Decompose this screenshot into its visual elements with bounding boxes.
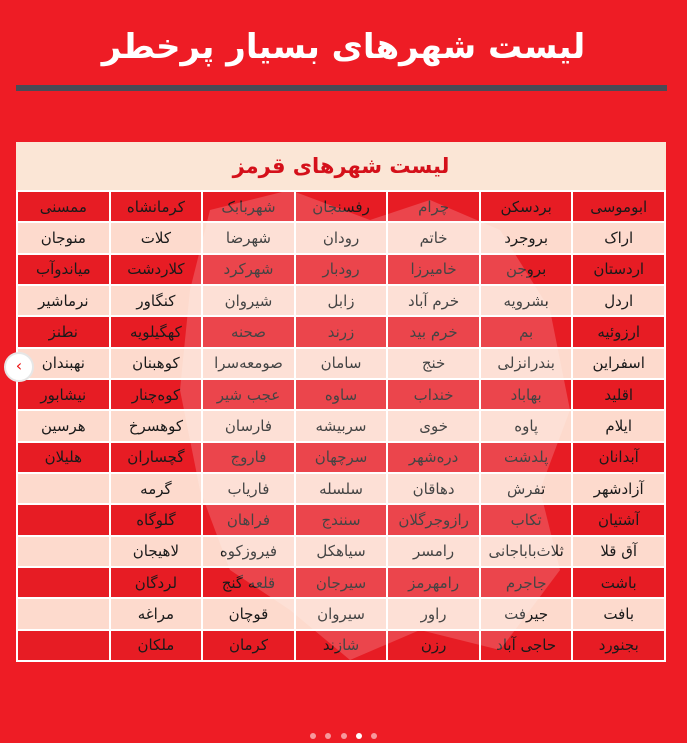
city-cell: جیرفت (480, 598, 573, 629)
table-row (17, 504, 665, 535)
city-cell: رزن (387, 630, 480, 661)
city-cell: آق قلا (572, 536, 665, 567)
table-row (17, 379, 665, 410)
city-cell: خامیرزا (387, 254, 480, 285)
city-cell: تفرش (480, 473, 573, 504)
city-cell: خنداب (387, 379, 480, 410)
city-cell: سربیشه (295, 410, 388, 441)
city-cell: صومعه‌سرا (202, 348, 295, 379)
city-cell: پاوه (480, 410, 573, 441)
city-cell: فراهان (202, 504, 295, 535)
table-row (17, 348, 665, 379)
table-row (17, 191, 665, 222)
city-cell: نطنز (17, 316, 110, 347)
city-cell: کوهبنان (110, 348, 203, 379)
city-cell: بجنورد (572, 630, 665, 661)
city-cell: سلسله (295, 473, 388, 504)
city-cell: سرچهان (295, 442, 388, 473)
carousel-pagination (0, 724, 687, 734)
city-cell: شهرکرد (202, 254, 295, 285)
table-row (17, 222, 665, 253)
page-dot-active[interactable] (356, 733, 362, 739)
city-cell: گلوگاه (110, 504, 203, 535)
table-row (17, 316, 665, 347)
city-cell: ملکان (110, 630, 203, 661)
city-cell: لردگان (110, 567, 203, 598)
title-divider (16, 85, 667, 91)
city-cell: کوه‌چنار (110, 379, 203, 410)
city-cell: فیروزکوه (202, 536, 295, 567)
city-cell: بافت (572, 598, 665, 629)
city-cell: فاروج (202, 442, 295, 473)
city-cell: اقلید (572, 379, 665, 410)
city-cell: اسفراین (572, 348, 665, 379)
city-cell: صحنه (202, 316, 295, 347)
city-cell: خرم بید (387, 316, 480, 347)
page-dot[interactable] (325, 733, 331, 739)
city-cell: کهگیلویه (110, 316, 203, 347)
city-cell: پلدشت (480, 442, 573, 473)
city-cell (17, 504, 110, 535)
city-cell: کرمان (202, 630, 295, 661)
city-cell: سیاهکل (295, 536, 388, 567)
chevron-left-icon: ‹ (15, 356, 23, 375)
city-cell: میاندوآب (17, 254, 110, 285)
city-cell (17, 536, 110, 567)
city-cell: رفسنجان (295, 191, 388, 222)
city-cell: ممسنی (17, 191, 110, 222)
city-cell: اردستان (572, 254, 665, 285)
city-cell: رامسر (387, 536, 480, 567)
table-row (17, 630, 665, 661)
city-cell: اراک (572, 222, 665, 253)
red-cities-table (16, 190, 666, 662)
city-cell: شهرضا (202, 222, 295, 253)
city-cell: رازوجرگلان (387, 504, 480, 535)
city-cell: جاجرم (480, 567, 573, 598)
city-cell: ساوه (295, 379, 388, 410)
city-cell: فاریاب (202, 473, 295, 504)
city-cell: هلیلان (17, 442, 110, 473)
table-subtitle: لیست شهرهای قرمز (16, 142, 666, 190)
city-cell: ثلاث‌باباجانی (480, 536, 573, 567)
city-cell: ابوموسی (572, 191, 665, 222)
city-cell: ارزوئیه (572, 316, 665, 347)
city-cell: سنندج (295, 504, 388, 535)
city-cell: نرماشیر (17, 285, 110, 316)
city-cell: قوچان (202, 598, 295, 629)
city-cell: چرام (387, 191, 480, 222)
city-cell: آبدانان (572, 442, 665, 473)
city-cell: آزادشهر (572, 473, 665, 504)
city-cell: کوهسرخ (110, 410, 203, 441)
city-cell: هرسین (17, 410, 110, 441)
table-row (17, 598, 665, 629)
red-cities-table-panel (16, 142, 666, 662)
table-row (17, 536, 665, 567)
city-cell: کلاردشت (110, 254, 203, 285)
city-cell: رودبار (295, 254, 388, 285)
city-cell: تکاب (480, 504, 573, 535)
city-cell: بشرویه (480, 285, 573, 316)
page-dot[interactable] (371, 733, 377, 739)
city-cell: بروجن (480, 254, 573, 285)
previous-slide-button[interactable] (4, 352, 34, 382)
table-row (17, 285, 665, 316)
city-cell (17, 598, 110, 629)
city-cell: حاجی آباد (480, 630, 573, 661)
city-cell: خنج (387, 348, 480, 379)
city-cell (17, 630, 110, 661)
page-dot[interactable] (310, 733, 316, 739)
city-cell: خاتم (387, 222, 480, 253)
city-cell: آشتیان (572, 504, 665, 535)
table-row (17, 473, 665, 504)
city-cell: بروجرد (480, 222, 573, 253)
city-cell: نهبندان (17, 348, 110, 379)
table-row (17, 442, 665, 473)
city-cell (17, 473, 110, 504)
city-cell: شازند (295, 630, 388, 661)
city-cell: اردل (572, 285, 665, 316)
city-cell: زرند (295, 316, 388, 347)
city-cell: نیشابور (17, 379, 110, 410)
city-cell: سیروان (295, 598, 388, 629)
city-cell: دره‌شهر (387, 442, 480, 473)
city-cell: لاهیجان (110, 536, 203, 567)
city-cell: خرم آباد (387, 285, 480, 316)
city-cell: بهاباد (480, 379, 573, 410)
page-title: لیست شهرهای بسیار پرخطر (101, 27, 586, 67)
city-cell: زابل (295, 285, 388, 316)
city-cell: کلات (110, 222, 203, 253)
city-cell: کنگاور (110, 285, 203, 316)
city-cell: قلعه گنج (202, 567, 295, 598)
page-dot[interactable] (341, 733, 347, 739)
city-cell: فارسان (202, 410, 295, 441)
city-cell: خوی (387, 410, 480, 441)
table-row (17, 254, 665, 285)
city-cell: باشت (572, 567, 665, 598)
city-cell: کرمانشاه (110, 191, 203, 222)
table-row (17, 410, 665, 441)
city-cell (17, 567, 110, 598)
city-cell: بردسکن (480, 191, 573, 222)
city-cell: سیرجان (295, 567, 388, 598)
city-cell: شیروان (202, 285, 295, 316)
city-cell: ایلام (572, 410, 665, 441)
city-cell: رامهرمز (387, 567, 480, 598)
city-cell: دهاقان (387, 473, 480, 504)
city-cell: مراغه (110, 598, 203, 629)
city-cell: بندرانزلی (480, 348, 573, 379)
city-cell: گرمه (110, 473, 203, 504)
city-cell: رودان (295, 222, 388, 253)
city-cell: سامان (295, 348, 388, 379)
city-cell: شهربابک (202, 191, 295, 222)
city-cell: راور (387, 598, 480, 629)
city-cell: عجب شیر (202, 379, 295, 410)
city-cell: بم (480, 316, 573, 347)
city-cell: منوجان (17, 222, 110, 253)
table-row (17, 567, 665, 598)
city-cell: گچساران (110, 442, 203, 473)
